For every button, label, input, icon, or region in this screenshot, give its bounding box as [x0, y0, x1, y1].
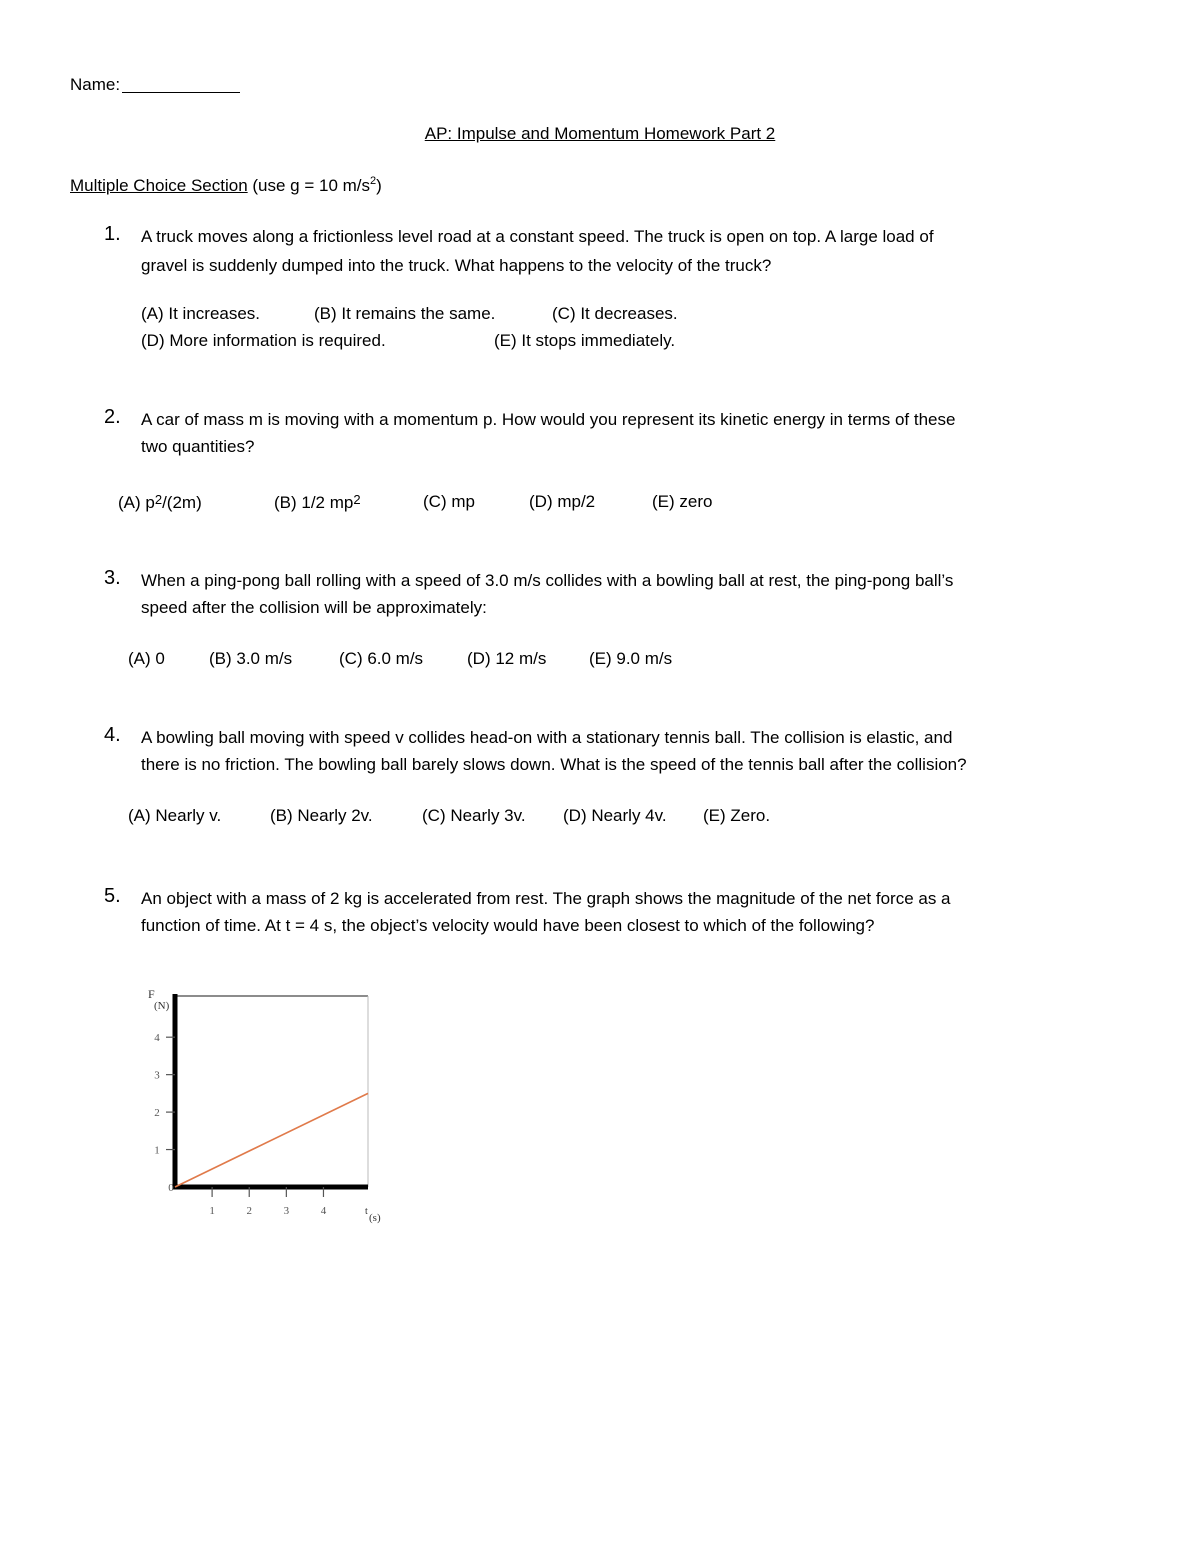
choice-e: (E) zero — [652, 492, 713, 511]
choice-d: (D) More information is required. — [141, 331, 386, 350]
question-line: gravel is suddenly dumped into the truck. What happens to the velocity of the truck? — [141, 256, 772, 275]
y-tick-label: 0 — [168, 1182, 174, 1194]
choice-d: (D) mp/2 — [529, 492, 596, 511]
question-number: 1. — [104, 223, 121, 245]
question-line: A truck moves along a frictionless level road at a constant speed. The truck is open on top. A large load of — [141, 227, 934, 246]
force-line — [175, 1093, 368, 1187]
question-line: two quantities? — [141, 437, 255, 456]
choice-d: (D) Nearly 4v. — [563, 806, 667, 825]
section-note-prefix: (use g = 10 m/s — [252, 176, 371, 195]
choice-a-sup: 2 — [154, 492, 163, 507]
choice-b: (B) It remains the same. — [314, 304, 496, 323]
question-line: A bowling ball moving with speed v collides head-on with a stationary tennis ball. The collision is elastic, and — [141, 728, 953, 747]
name-label: Name: — [70, 75, 121, 94]
y-tick-label: 2 — [154, 1107, 160, 1120]
question-line: When a ping-pong ball rolling with a speed of 3.0 m/s collides with a bowling ball at rest, the ping-pong ball’s — [141, 571, 954, 590]
question-line: function of time. At t = 4 s, the object’s velocity would have been closest to which of the following? — [141, 916, 875, 935]
choice-e: (E) 9.0 m/s — [589, 649, 673, 668]
choice-a: (A) Nearly v. — [128, 806, 222, 825]
section-title: Multiple Choice Section — [70, 176, 248, 195]
choice-c: (C) 6.0 m/s — [339, 649, 424, 668]
x-tick-label: 4 — [320, 1205, 327, 1217]
x-tick-label: 3 — [283, 1205, 290, 1217]
question-number: 3. — [104, 567, 121, 589]
y-axis-unit: (N) — [154, 1000, 170, 1012]
y-tick-label: 3 — [154, 1069, 160, 1082]
question-number: 4. — [104, 724, 121, 746]
choice-a-pre: (A) p — [118, 493, 155, 512]
section-note-suffix: ) — [376, 176, 382, 195]
choice-c: (C) mp — [423, 492, 475, 511]
section-note-sup: 2 — [370, 175, 377, 187]
question-number: 2. — [104, 406, 121, 428]
choice-a: (A) 0 — [128, 649, 165, 668]
y-tick-label: 1 — [154, 1144, 160, 1157]
question-number: 5. — [104, 885, 121, 907]
x-tick-label: 1 — [209, 1205, 215, 1217]
y-tick-label: 4 — [154, 1032, 160, 1045]
choice-b-sup: 2 — [353, 492, 361, 507]
question-line: speed after the collision will be approximately: — [141, 598, 487, 617]
choice-e: (E) It stops immediately. — [494, 331, 676, 350]
x-tick-label: 2 — [246, 1205, 252, 1217]
choice-a: (A) It increases. — [141, 304, 261, 323]
choice-d: (D) 12 m/s — [467, 649, 547, 668]
choice-b: (B) 3.0 m/s — [209, 649, 293, 668]
choice-e: (E) Zero. — [703, 806, 771, 825]
choice-b: (B) Nearly 2v. — [270, 806, 373, 825]
page-title: AP: Impulse and Momentum Homework Part 2 — [424, 124, 776, 143]
question-line: An object with a mass of 2 kg is accelerated from rest. The graph shows the magnitude of the net force as a — [141, 889, 951, 908]
x-axis-unit: (s) — [369, 1212, 381, 1224]
x-axis-label: t — [365, 1206, 368, 1217]
y-axis-label: F — [148, 987, 155, 1001]
choice-c: (C) Nearly 3v. — [422, 806, 526, 825]
question-line: A car of mass m is moving with a momentum p. How would you represent its kinetic energy in terms of these — [141, 410, 956, 429]
question-line: there is no friction. The bowling ball barely slows down. What is the speed of the tennis ball after the collision? — [141, 755, 967, 774]
choice-c: (C) It decreases. — [552, 304, 678, 323]
choice-a-post: /(2m) — [162, 493, 202, 512]
choice-b-pre: (B) 1/2 mp — [274, 493, 354, 512]
